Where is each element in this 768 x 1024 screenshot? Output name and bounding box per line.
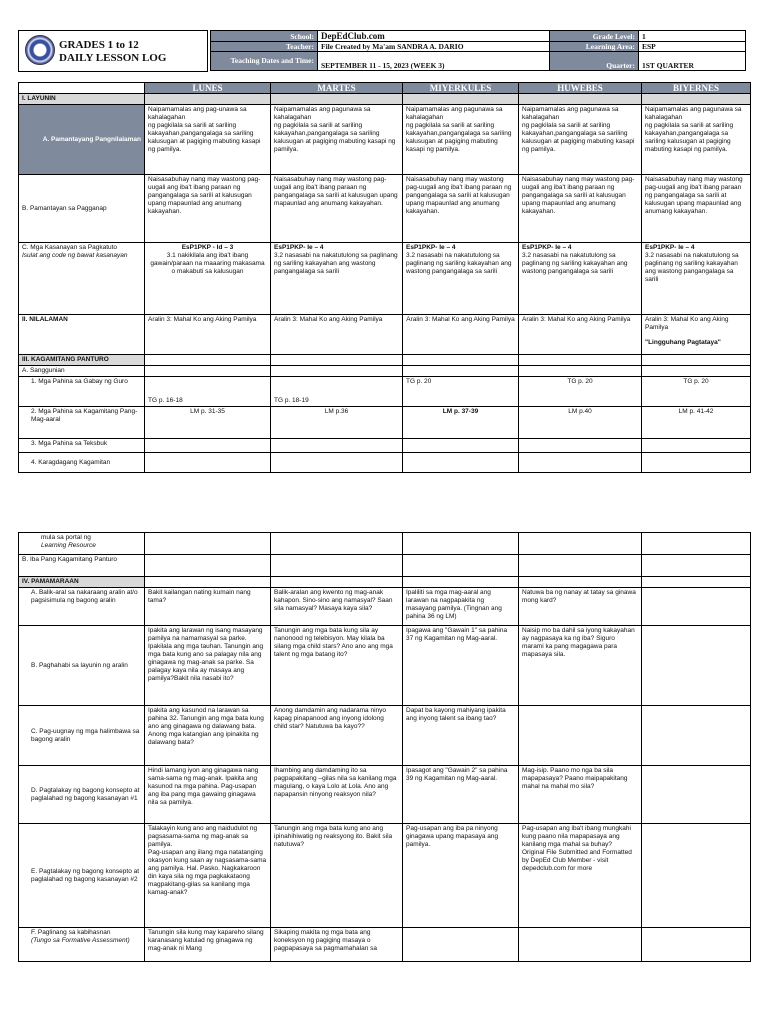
lesson-table-part1 <box>18 82 750 473</box>
cell-text: Anong damdamin ang nadarama ninyo kapag pinapanood ang inyong idolong child star? Natutuwa ba kayo?? <box>271 706 403 766</box>
row-pag-uugnay <box>19 706 751 766</box>
competency-code: EsP1PKP- Ie – 4 <box>645 244 695 251</box>
day-header-row <box>19 83 751 94</box>
cell-text <box>642 706 751 766</box>
cell-text: Naipamamalas ang pagunawa sa kahalagahan ng pagkilala sa sarili at sariling kakayahan,pangangalaga sa sariling kalusugan at pagiging mabuting kasapi ng pamilya. <box>642 105 751 175</box>
quarter-label: Quarter: <box>550 52 639 71</box>
cell-text: Ipakita ang kasunod na larawan sa pahina 32. Tanungin ang mga bata kung ano ang ginagawa ng dalawang bata. Anong mga katangian ang ipinakita ng dalawang bata? <box>145 706 271 766</box>
form-subtitle: DAILY LESSON LOG <box>59 52 167 64</box>
cell-text: Sikaping makita ng mga bata ang koneksyon ng pagiging masaya o pagpapasaya sa pagmamahalan sa <box>271 928 403 962</box>
cell-text: Naisasabuhay nang may wastong pag-uugali ang iba't ibang paraan ng pangangalaga sa sarili at kalusugan upang mapaunlad ang anumang kakayahan. <box>145 175 271 243</box>
day-biyernes: BIYERNES <box>642 83 751 94</box>
cell-text: Ihambing ang damdaming ito sa pagpapakitang –gilas nila sa kanilang mga magulang, o kaya Lolo at Lola. Ano ang napapansin ninyong reaksyon nila? <box>271 766 403 824</box>
row-pagtalakay2 <box>19 824 751 928</box>
label-portal-text: mula sa portal ng <box>41 534 91 541</box>
section-nilalaman: II. NILALAMAN <box>19 315 145 355</box>
cell-text: Aralin 3: Mahal Ko ang Aking Pamilya <box>403 315 519 355</box>
cell-text: Aralin 3: Mahal Ko ang Aking Pamilya <box>645 316 729 331</box>
cell-text: Naisip mo ba dahil sa iyong kakayahan ay nagpasaya ka ng iba? Siguro marami ka pang magagawa para mapasaya sila. <box>519 626 642 706</box>
row-pagtalakay1 <box>19 766 751 824</box>
label-pag-uugnay: C. Pag-uugnay ng mga halimbawa sa bagong aralin <box>19 706 145 766</box>
label-pagtalakay2: E. Pagtalakay ng bagong konsepto at paglalahad ng bagong kasanayan #2 <box>19 824 145 928</box>
nilalaman-cell <box>642 315 751 355</box>
logo-block <box>18 30 208 72</box>
label-kagamitan-pang: 2. Mga Pahina sa Kagamitang Pang-Mag-aaral <box>19 407 145 439</box>
cell-text <box>642 824 751 928</box>
day-lunes: LUNES <box>145 83 271 94</box>
cell-text: Aralin 3: Mahal Ko ang Aking Pamilya <box>145 315 271 355</box>
label-portal-italic: Learning Resource <box>41 542 96 549</box>
cell-text <box>642 626 751 706</box>
cell-text: Ipagawa ang "Gawain 1" sa pahina 37 ng Kagamitan ng Mag-aaral. <box>403 626 519 706</box>
cell-text: LM p. 41-42 <box>642 407 751 439</box>
label-pagtalakay1: D. Pagtalakay ng bagong konsepto at paglalahad ng bagong kasanayan #1 <box>19 766 145 824</box>
kasanayan-cell <box>519 243 642 315</box>
label-kasanayan <box>19 243 145 315</box>
cell-text: Hindi lamang iyon ang ginagawa nang sama-sama ng mag-anak. Ipakita ang kasunod na mga pahina. Pag-usapan ang iba pang mga gawaing ginagawa nila sa pamilya. <box>145 766 271 824</box>
competency-text: 3.2 nasasabi na nakatutulong sa paglinang ng sariling kakayahan ang wastong pangangalaga sa sarili <box>522 252 628 275</box>
school-value: DepEdClub.com <box>318 31 550 42</box>
dates-value: SEPTEMBER 11 - 15, 2023 (WEEK 3) <box>318 52 550 71</box>
row-paghahabi <box>19 626 751 706</box>
cell-text: Aralin 3: Mahal Ko ang Aking Pamilya <box>271 315 403 355</box>
grade-value: 1 <box>639 31 746 42</box>
quarter-value: 1ST QUARTER <box>639 52 746 71</box>
row-nilalaman <box>19 315 751 355</box>
row-gabay <box>19 377 751 407</box>
cell-text: Naipamamalas ang pagunawa sa kahalagahan ng pagkilala sa sarili at sariling kakayahan,pangangalaga sa sariling kalusugan at pagiging mabuting kasapi ng pamilya. <box>519 105 642 175</box>
cell-text: LM p.40 <box>519 407 642 439</box>
day-huwebes: HUWEBES <box>519 83 642 94</box>
competency-text: 3.1 nakikilala ang iba't ibang gawain/paraan na maaaring makasama o makabuti sa kalusugan <box>150 252 265 275</box>
cell-text: Pag-usapan ang iba't ibang mungkahi kung paano nila mapapasaya ang kanilang mga mahal sa buhay? Original File Submitted and Formatted by DepEd Club Member - visit depedclub.com for more <box>519 824 642 928</box>
label-iba: B. Iba Pang Kagamitang Panturo <box>19 555 145 577</box>
lesson-table-part2 <box>18 532 750 962</box>
cell-text: Ipaliliti sa mga mag-aaral ang larawan na nagpapakita ng masayang pamilya. (Tingnan ang pahina 36 ng LM) <box>403 588 519 626</box>
cell-text: Ipakita ang larawan ng isang masayang pamilya na namamasyal sa parke. Ipakilala ang mga tauhan. Tanungin ang mga bata kung ano sa palagay nila ang ginagawa ng mag-anak sa parke. Sa palagay kaya nila ay masaya ang pamilya?Bakit nila nasabi ito? <box>145 626 271 706</box>
cell-text: Talakayin kung ano ang naidudulot ng pagsasama-sama ng mag-anak sa pamilya. Pag-usapan ang iilang mga natatanging okasyon kung saan ay nagsasama-sama ang pamilya. Hal. Pasko. Nagkakaroon din kaya sila ng mga pagkakataong magpakitang-gilas sa kanilang mga kamag-anak? <box>145 824 271 928</box>
cell-text: LM p. 37-39 <box>403 407 519 439</box>
teacher-label: Teacher: <box>211 42 318 52</box>
competency-code: EsP1PKP- Ie – 4 <box>522 244 572 251</box>
label-paglinang <box>19 928 145 962</box>
cell-text <box>642 588 751 626</box>
info-table <box>210 30 746 71</box>
cell-text: Naipamamalas ang pagunawa sa kahalagahan ng pagkilala sa sarili at sariling kakayahan,pangangalaga sa sariling kalusugan at pagiging mabuting kasapi ng pamilya. <box>271 105 403 175</box>
label-pangnilalaman: A. Pamantayang Pangnilalaman <box>19 105 145 175</box>
day-miyerkules: MIYERKULES <box>403 83 519 94</box>
deped-seal-icon <box>25 35 55 65</box>
competency-code: EsP1PKP - Id – 3 <box>181 244 234 251</box>
competency-text: 3.2 nasasabi na nakatutulong sa paglinang ng sariling kakayahan ang wastong pangangalaga sa sarili <box>645 252 739 283</box>
row-kasanayan <box>19 243 751 315</box>
row-kagamitan-pang <box>19 407 751 439</box>
cell-text: LM p. 31-35 <box>145 407 271 439</box>
cell-text <box>519 928 642 962</box>
kasanayan-cell <box>271 243 403 315</box>
cell-text: Tanungin ang mga bata kung ano ang ipinahihiwatig ng reaksyong ito. Bakit sila natutuwa? <box>271 824 403 928</box>
label-pagganap: B. Pamantayan sa Pagganap <box>19 175 145 243</box>
area-label: Learning Area: <box>550 42 639 52</box>
teacher-value: File Created by Ma'am SANDRA A. DARIO <box>318 42 550 52</box>
cell-text: TG p. 20 <box>519 377 642 407</box>
cell-text: Pag-usapan ang iba pa ninyong ginagawa upang mapasaya ang pamilya. <box>403 824 519 928</box>
cell-text: Naisasabuhay nang may wastong pag-uugali ang iba't ibang paraan ng pangangalaga sa sarili at kalusugan upang mapaunlad ang anumang kakayahan. <box>403 175 519 243</box>
cell-text: Naipamamalas ang pag-unawa sa kahalagahan ng pagkilala sa sarili at sariling kakayahan,pangangalaga sa sariling kalusugan at pagiging mabuting kasapi ng pamilya. <box>145 105 271 175</box>
label-portal <box>19 533 145 555</box>
cell-text: TG p. 20 <box>642 377 751 407</box>
row-pagganap <box>19 175 751 243</box>
label-karagdagang: 4. Karagdagang Kagamitan <box>19 453 145 473</box>
cell-text: LM p.36 <box>271 407 403 439</box>
cell-text: Dapat ba kayong mahiyang ipakita ang inyong talent sa ibang tao? <box>403 706 519 766</box>
kasanayan-cell <box>145 243 271 315</box>
label-paglinang-text: F. Paglinang sa kabihasnan <box>31 929 111 936</box>
cell-text: Tanungin ang mga bata kung sila ay nanonood ng telebisyon. May kilala ba silang mga child stars? Ano ano ang mga talent ng mga batang ito? <box>271 626 403 706</box>
cell-text: Naisasabuhay nang may wastong pag-uugali ang iba't ibang paraan ng pangangalaga sa sarili at kalusugan upang mapaunlad ang anumang kakayahan. <box>519 175 642 243</box>
row-paglinang <box>19 928 751 962</box>
label-paghahabi: B. Paghahabi sa layunin ng aralin <box>19 626 145 706</box>
competency-text: 3.2 nasasabi na nakatutulong sa paglinang ng sariling kakayahan ang wastong pangangalaga sa sarili <box>406 252 512 275</box>
section-pamamaraan: IV. PAMAMARAAN <box>19 577 145 588</box>
cell-text <box>642 928 751 962</box>
grade-label: Grade Level: <box>550 31 639 42</box>
label-gabay: 1. Mga Pahina sa Gabay ng Guro <box>19 377 145 407</box>
cell-text <box>403 928 519 962</box>
cell-text: Naisasabuhay nang may wastong pag-uugali ang iba't ibang paraan ng pangangalaga sa sarili at kalusugan upang mapaunlad ang anumang kakayahan. <box>642 175 751 243</box>
cell-text: Bakit kailangan nating kumain nang tama? <box>145 588 271 626</box>
cell-text: Balik-aralan ang kwento ng mag-anak kahapon. Sino-sino ang namasyal? Saan sila namasyal? Masaya kaya sila? <box>271 588 403 626</box>
cell-text: Naisasabuhay nang may wastong pag-uugali ang iba't ibang paraan ng pangangalaga sa sarili at kalusugan upang mapaunlad ang anumang kakayahan. <box>271 175 403 243</box>
cell-text <box>642 766 751 824</box>
cell-text: Naipamamalas ang pagunawa sa kahalagahan ng pagkilala sa sarili at sariling kakayahan,pangangalaga sa sariling kalusugan at pagiging mabuting kasapi ng pamilya. <box>403 105 519 175</box>
cell-text: Aralin 3: Mahal Ko ang Aking Pamilya <box>519 315 642 355</box>
label-teksbuk: 3. Mga Pahina sa Teksbuk <box>19 439 145 453</box>
kasanayan-cell <box>642 243 751 315</box>
weekly-test-label: "Lingguhang Pagtataya" <box>645 339 721 346</box>
form-title: GRADES 1 to 12 <box>59 39 139 51</box>
cell-text: Ipasagot ang "Gawain 2" sa pahina 39 ng Kagamitan ng Mag-aaral. <box>403 766 519 824</box>
label-sanggunian: A. Sanggunian <box>19 366 145 377</box>
cell-text: Natuwa ba ng nanay at tatay sa ginawa mong kard? <box>519 588 642 626</box>
cell-text: TG p. 18-19 <box>271 377 403 407</box>
cell-text: TG p. 16-18 <box>145 377 271 407</box>
row-pangnilalaman <box>19 105 751 175</box>
section-layunin: I. LAYUNIN <box>19 94 145 105</box>
day-martes: MARTES <box>271 83 403 94</box>
section-kagamitan: III. KAGAMITANG PANTURO <box>19 355 145 366</box>
cell-text <box>519 706 642 766</box>
label-paglinang-italic: (Tungo sa Formative Assessment) <box>31 937 130 944</box>
cell-text: TG p. 20 <box>403 377 519 407</box>
competency-code: EsP1PKP- Ie – 4 <box>406 244 456 251</box>
school-label: School: <box>211 31 318 42</box>
header <box>18 30 750 72</box>
dates-label: Teaching Dates and Time: <box>211 52 318 71</box>
kasanayan-cell <box>403 243 519 315</box>
label-balik: A. Balik-aral sa nakaraang aralin at/o pagsisimula ng bagong aralin <box>19 588 145 626</box>
competency-text: 3.2 nasasabi na nakatutulong sa paglinang ng sariling kakayahan ang wastong pangangalaga sa sarili <box>274 252 398 275</box>
row-portal <box>19 533 751 555</box>
label-kasanayan-note: Isulat ang code ng bawat kasanayan <box>22 252 128 259</box>
area-value: ESP <box>639 42 746 52</box>
row-balik <box>19 588 751 626</box>
label-kasanayan-text: C. Mga Kasanayan sa Pagkatuto <box>22 244 118 251</box>
competency-code: EsP1PKP- Ie – 4 <box>274 244 324 251</box>
cell-text: Tanungin sila kung may kapareho silang karanasang katulad ng ginagawa ng mag-anak ni Mang <box>145 928 271 962</box>
cell-text: Mag-isip. Paano mo nga ba sila mapapasaya? Paano maipapakitang mahal na mahal mo sila? <box>519 766 642 824</box>
